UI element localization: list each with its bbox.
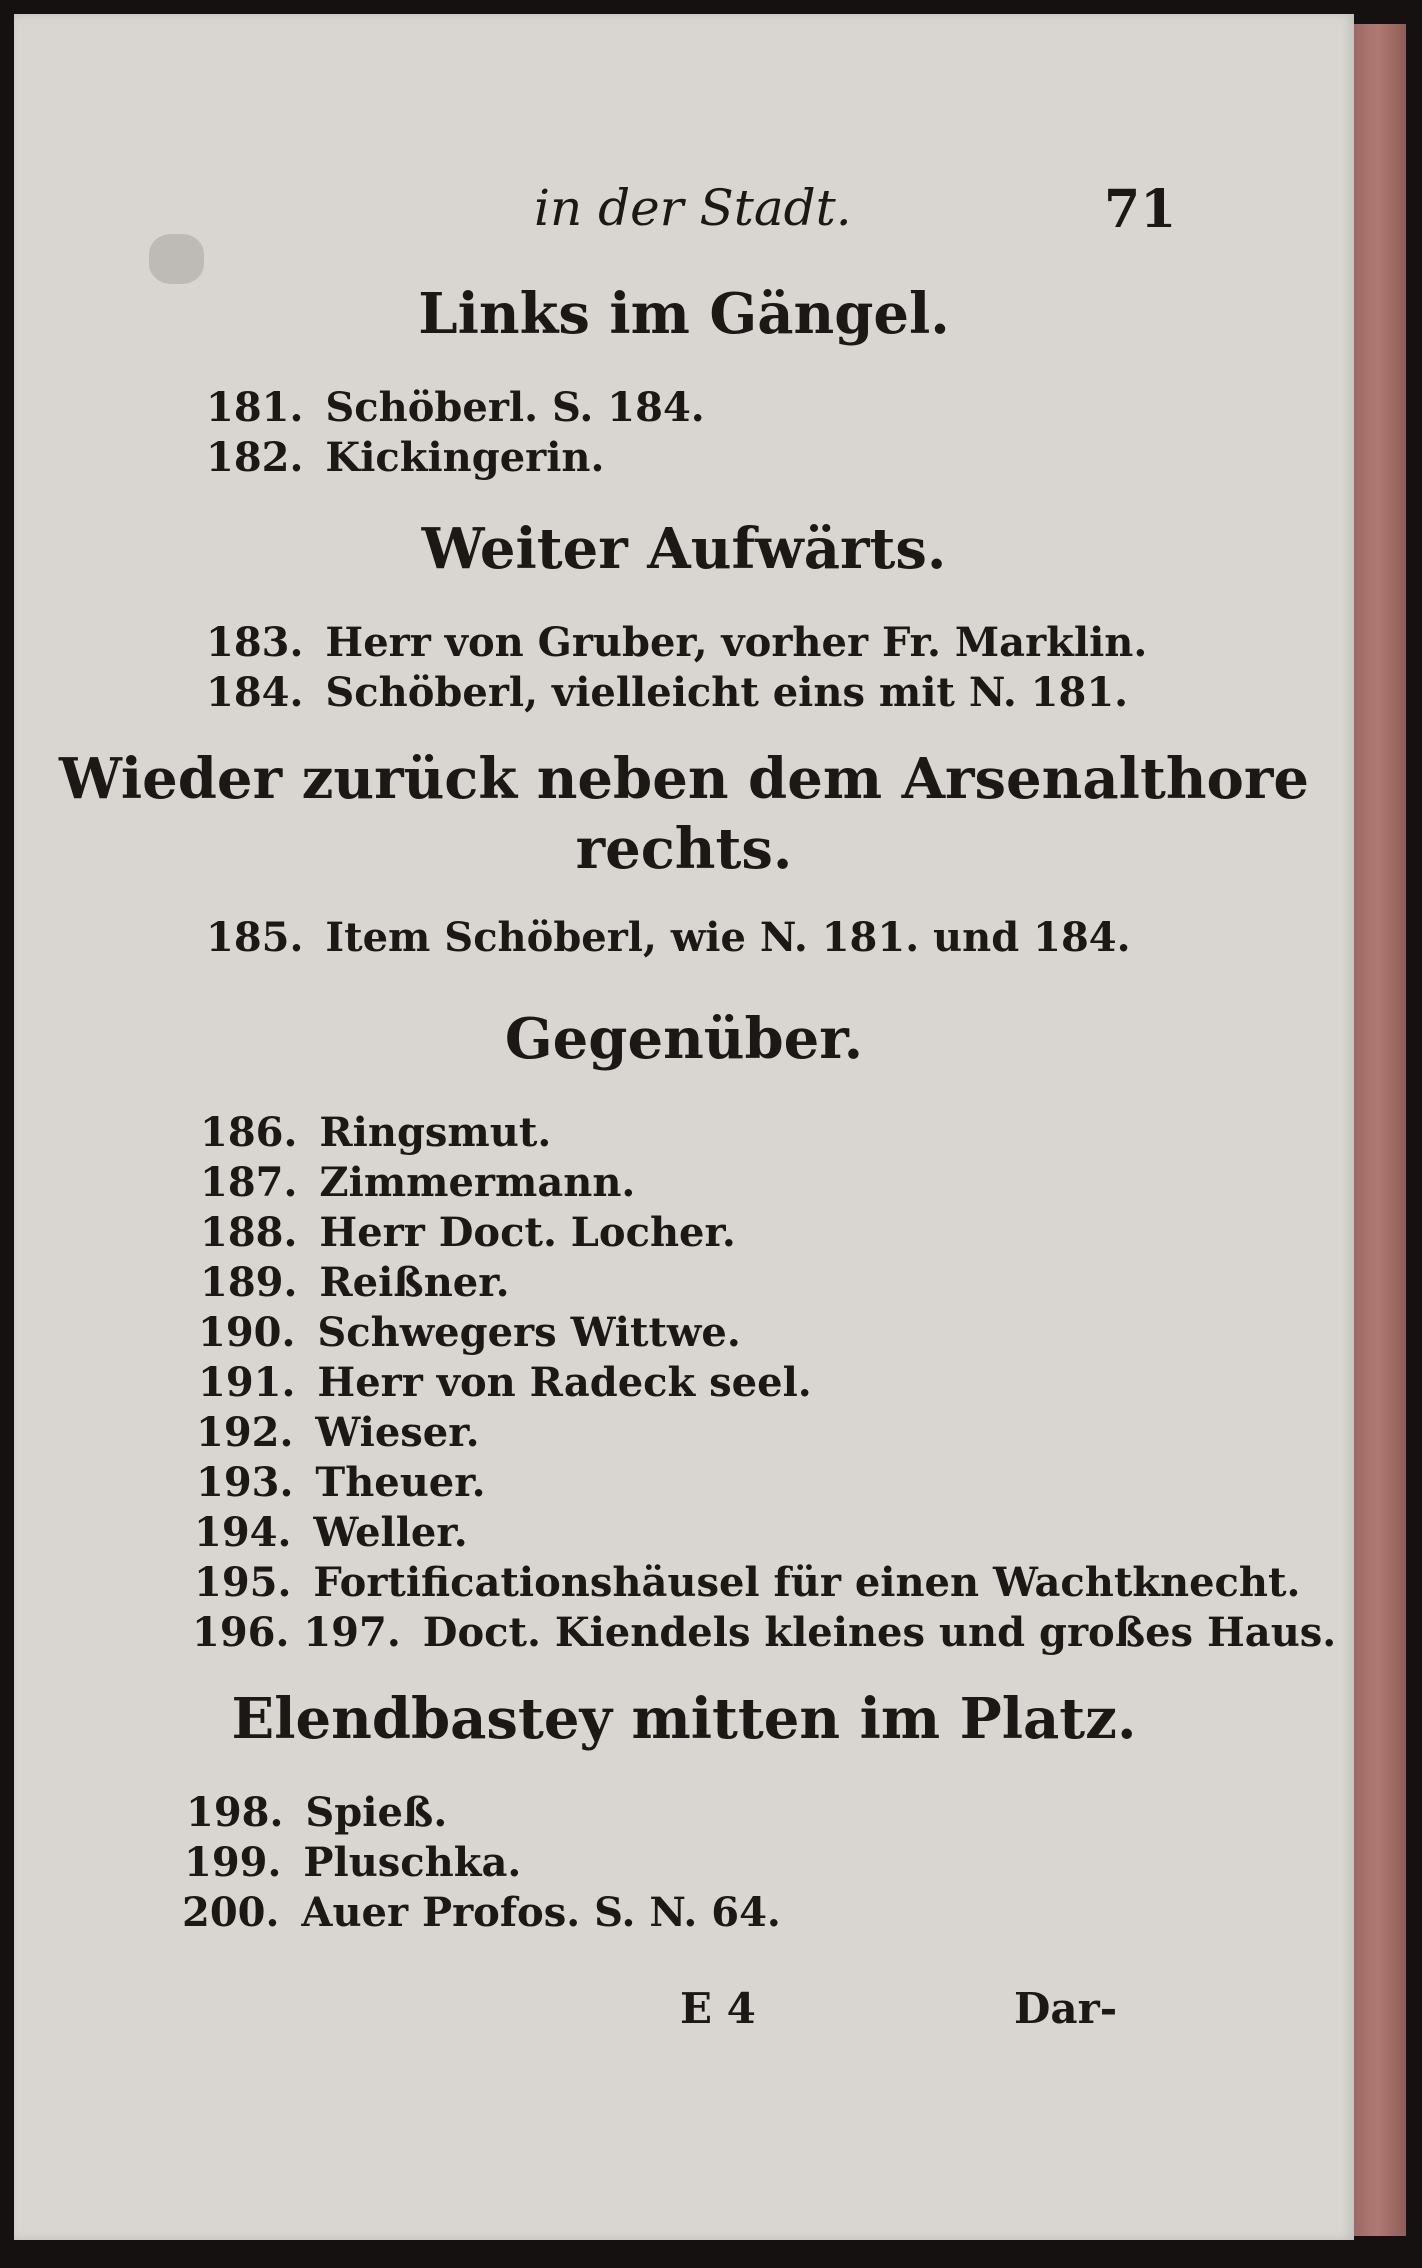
entry-text: Auer Profos. S. N. 64. xyxy=(301,1889,781,1936)
signature-mark: E 4 xyxy=(680,1984,756,2033)
list-item xyxy=(200,1259,510,1306)
entry-text: Doct. Kiendels kleines und großes Haus. xyxy=(422,1609,1337,1656)
entry-text: Herr von Radeck seel. xyxy=(317,1359,812,1406)
entry-number: 194. xyxy=(194,1509,292,1556)
list-item xyxy=(206,434,604,481)
entry-text: Fortificationshäusel für einen Wachtknecht. xyxy=(313,1559,1301,1606)
entry-text: Wieser. xyxy=(315,1409,480,1456)
ink-stain xyxy=(149,234,204,284)
page-number: 71 xyxy=(1104,179,1177,240)
section-heading-rechts: rechts. xyxy=(575,816,793,882)
entry-text: Schwegers Wittwe. xyxy=(317,1309,741,1356)
entry-text: Spieß. xyxy=(305,1789,448,1836)
list-item xyxy=(192,1609,1336,1656)
entry-number: 199. xyxy=(184,1839,282,1886)
list-item xyxy=(186,1789,447,1836)
entry-text: Item Schöberl, wie N. 181. und 184. xyxy=(325,914,1131,961)
entry-number: 185. xyxy=(206,914,304,961)
entry-number: 182. xyxy=(206,434,304,481)
entry-text: Reißner. xyxy=(319,1259,510,1306)
section-heading-gegenueber: Gegenüber. xyxy=(504,1006,864,1072)
entry-number: 186. xyxy=(200,1109,298,1156)
entry-number: 190. xyxy=(198,1309,296,1356)
book-page xyxy=(14,14,1354,2240)
entry-number: 191. xyxy=(198,1359,296,1406)
entry-number: 183. xyxy=(206,619,304,666)
running-head: in der Stadt. xyxy=(534,179,852,237)
entry-text: Ringsmut. xyxy=(319,1109,552,1156)
entry-text: Kickingerin. xyxy=(325,434,605,481)
list-item xyxy=(200,1159,635,1206)
section-heading-links-im-gaengel: Links im Gängel. xyxy=(418,281,950,347)
list-item xyxy=(194,1509,468,1556)
list-item xyxy=(200,1109,551,1156)
section-heading-weiter-aufwaerts: Weiter Aufwärts. xyxy=(421,516,947,582)
entry-text: Schöberl. S. 184. xyxy=(325,384,705,431)
entry-number: 192. xyxy=(196,1409,294,1456)
entry-text: Zimmermann. xyxy=(319,1159,636,1206)
section-heading-wieder-zurueck: Wieder zurück neben dem Arsenalthore xyxy=(58,746,1310,812)
catchword: Dar- xyxy=(1014,1984,1118,2033)
entry-number: 181. xyxy=(206,384,304,431)
entry-number: 188. xyxy=(200,1209,298,1256)
entry-text: Herr von Gruber, vorher Fr. Marklin. xyxy=(325,619,1148,666)
list-item xyxy=(196,1459,486,1506)
list-item xyxy=(194,1559,1300,1606)
list-item xyxy=(200,1209,736,1256)
entry-number: 195. xyxy=(194,1559,292,1606)
entry-text: Schöberl, vielleicht eins mit N. 181. xyxy=(325,669,1129,716)
entry-number: 193. xyxy=(196,1459,294,1506)
entry-text: Pluschka. xyxy=(303,1839,522,1886)
list-item xyxy=(198,1309,741,1356)
list-item xyxy=(206,384,705,431)
entry-text: Weller. xyxy=(313,1509,468,1556)
page-edge xyxy=(1354,24,1406,2236)
entry-number: 187. xyxy=(200,1159,298,1206)
list-item xyxy=(184,1839,521,1886)
list-item xyxy=(182,1889,781,1936)
list-item xyxy=(206,619,1147,666)
entry-text: Theuer. xyxy=(315,1459,486,1506)
entry-text: Herr Doct. Locher. xyxy=(319,1209,736,1256)
list-item xyxy=(206,914,1131,961)
list-item xyxy=(196,1409,480,1456)
list-item xyxy=(198,1359,812,1406)
entry-number: 198. xyxy=(186,1789,284,1836)
list-item xyxy=(206,669,1128,716)
entry-number: 200. xyxy=(182,1889,280,1936)
entry-number: 189. xyxy=(200,1259,298,1306)
section-heading-elendbastey: Elendbastey mitten im Platz. xyxy=(231,1686,1137,1752)
entry-number: 184. xyxy=(206,669,304,716)
entry-number: 196. 197. xyxy=(192,1609,401,1656)
